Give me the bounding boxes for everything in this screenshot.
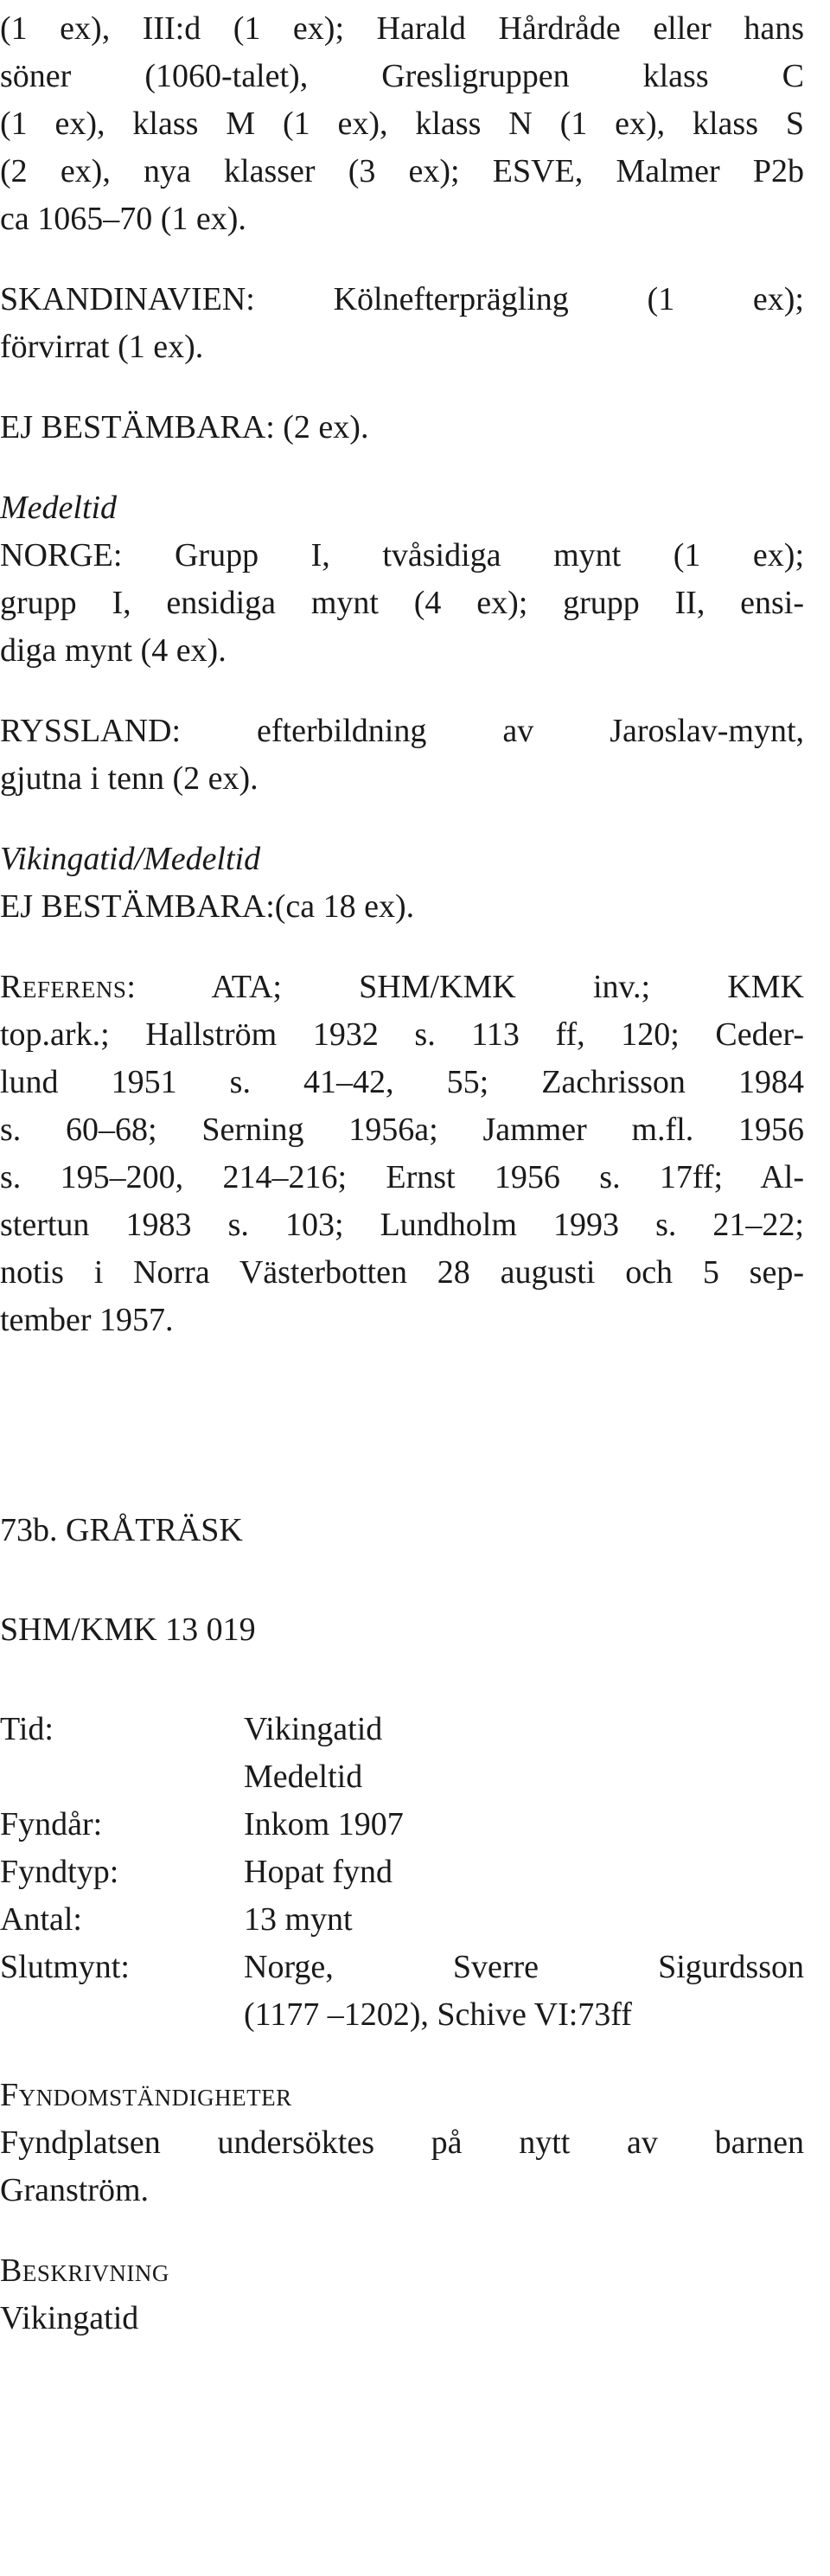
find-title: 73b. GRÅTRÄSK [0, 1512, 243, 1548]
text-line [0, 964, 804, 1011]
info-row-slutmynt [0, 1944, 804, 2039]
text-line: s. 60–68; Serning 1956a; Jammer m.fl. 1956 [0, 1112, 804, 1148]
info-row-fyndar [0, 1801, 804, 1849]
info-value: 13 mynt [244, 1901, 353, 1938]
text-line: diga mynt (4 ex). [0, 632, 227, 669]
text-line: notis i Norra Västerbotten 28 augusti och 5 sep- [0, 1254, 804, 1291]
info-label: Slutmynt: [0, 1949, 130, 1985]
text-line: (1 ex), klass M (1 ex), klass N (1 ex), klass S [0, 106, 804, 142]
info-value [244, 1706, 804, 1801]
text-line: s. 195–200, 214–216; Ernst 1956 s. 17ff; Al- [0, 1159, 804, 1195]
text-line: RYSSLAND: efterbildning av Jaroslav-mynt, [0, 713, 804, 749]
find-title-block [0, 1507, 804, 1554]
text-column [0, 5, 804, 2375]
section-heading-beskrivning: Beskrivning [0, 2252, 169, 2289]
info-value-line: Vikingatid [244, 1711, 383, 1747]
referens-text: ATA; SHM/KMK inv.; KMK [211, 969, 804, 1005]
info-value-line: Medeltid [244, 1759, 363, 1795]
text-line: Granström. [0, 2172, 150, 2208]
paragraph-skandinavien [0, 276, 804, 371]
text-line: grupp I, ensidiga mynt (4 ex); grupp II, ensi- [0, 585, 804, 621]
text-line: NORGE: Grupp I, tvåsidiga mynt (1 ex); [0, 537, 804, 574]
info-row-fyndtyp [0, 1849, 804, 1896]
info-value-line: Norge, Sverre Sigurdsson [244, 1949, 804, 1985]
paragraph-ryssland [0, 708, 804, 803]
text-line: top.ark.; Hallström 1932 s. 113 ff, 120; Ceder- [0, 1016, 804, 1053]
section-vikingatid-medeltid [0, 836, 804, 931]
info-row-antal [0, 1896, 804, 1944]
text-line: söner (1060-talet), Gresligruppen klass C [0, 58, 804, 94]
info-label: Fyndtyp: [0, 1854, 119, 1890]
section-beskrivning [0, 2247, 804, 2342]
section-spacer [0, 1377, 804, 1507]
referens-label: Referens: [0, 969, 137, 1005]
paragraph-coin-list [0, 5, 804, 243]
section-fyndomstandigheter [0, 2072, 804, 2214]
text-line: stertun 1983 s. 103; Lundholm 1993 s. 21–22; [0, 1207, 804, 1243]
text-line: tember 1957. [0, 1302, 174, 1338]
text-line: förvirrat (1 ex). [0, 329, 204, 365]
text-line: EJ BESTÄMBARA:(ca 18 ex). [0, 888, 415, 925]
find-info-table-block [0, 1706, 804, 2039]
text-line: Fyndplatsen undersöktes på nytt av barnen [0, 2124, 804, 2161]
find-inventory-number: SHM/KMK 13 019 [0, 1612, 256, 1648]
text-line: SKANDINAVIEN: Kölnefterprägling (1 ex); [0, 281, 804, 317]
text-line: ca 1065–70 (1 ex). [0, 201, 246, 237]
info-label: Tid: [0, 1711, 54, 1747]
text-line: EJ BESTÄMBARA: (2 ex). [0, 409, 369, 445]
text-line: lund 1951 s. 41–42, 55; Zachrisson 1984 [0, 1064, 804, 1100]
find-info-table [0, 1706, 804, 2039]
find-inventory-block [0, 1606, 804, 1654]
section-heading-vikingatid-medeltid: Vikingatid/Medeltid [0, 841, 261, 877]
section-medeltid [0, 484, 804, 675]
text-line: Vikingatid [0, 2300, 139, 2336]
section-referenser [0, 964, 804, 1344]
info-row-tid [0, 1706, 804, 1801]
info-value: Inkom 1907 [244, 1806, 404, 1842]
text-line: (1 ex), III:d (1 ex); Harald Hårdråde eller hans [0, 10, 804, 47]
info-value: Hopat fynd [244, 1854, 393, 1890]
info-label: Fyndår: [0, 1806, 103, 1842]
info-label: Antal: [0, 1901, 82, 1938]
info-value [244, 1944, 804, 2039]
section-heading-fyndomstandigheter: Fyndomständigheter [0, 2077, 292, 2113]
paragraph-ej-bestambara [0, 404, 804, 452]
info-value-line: (1177 –1202), Schive VI:73ff [244, 1996, 632, 2033]
text-line: (2 ex), nya klasser (3 ex); ESVE, Malmer P2b [0, 153, 804, 189]
text-line: gjutna i tenn (2 ex). [0, 760, 259, 797]
section-heading-medeltid: Medeltid [0, 490, 118, 526]
